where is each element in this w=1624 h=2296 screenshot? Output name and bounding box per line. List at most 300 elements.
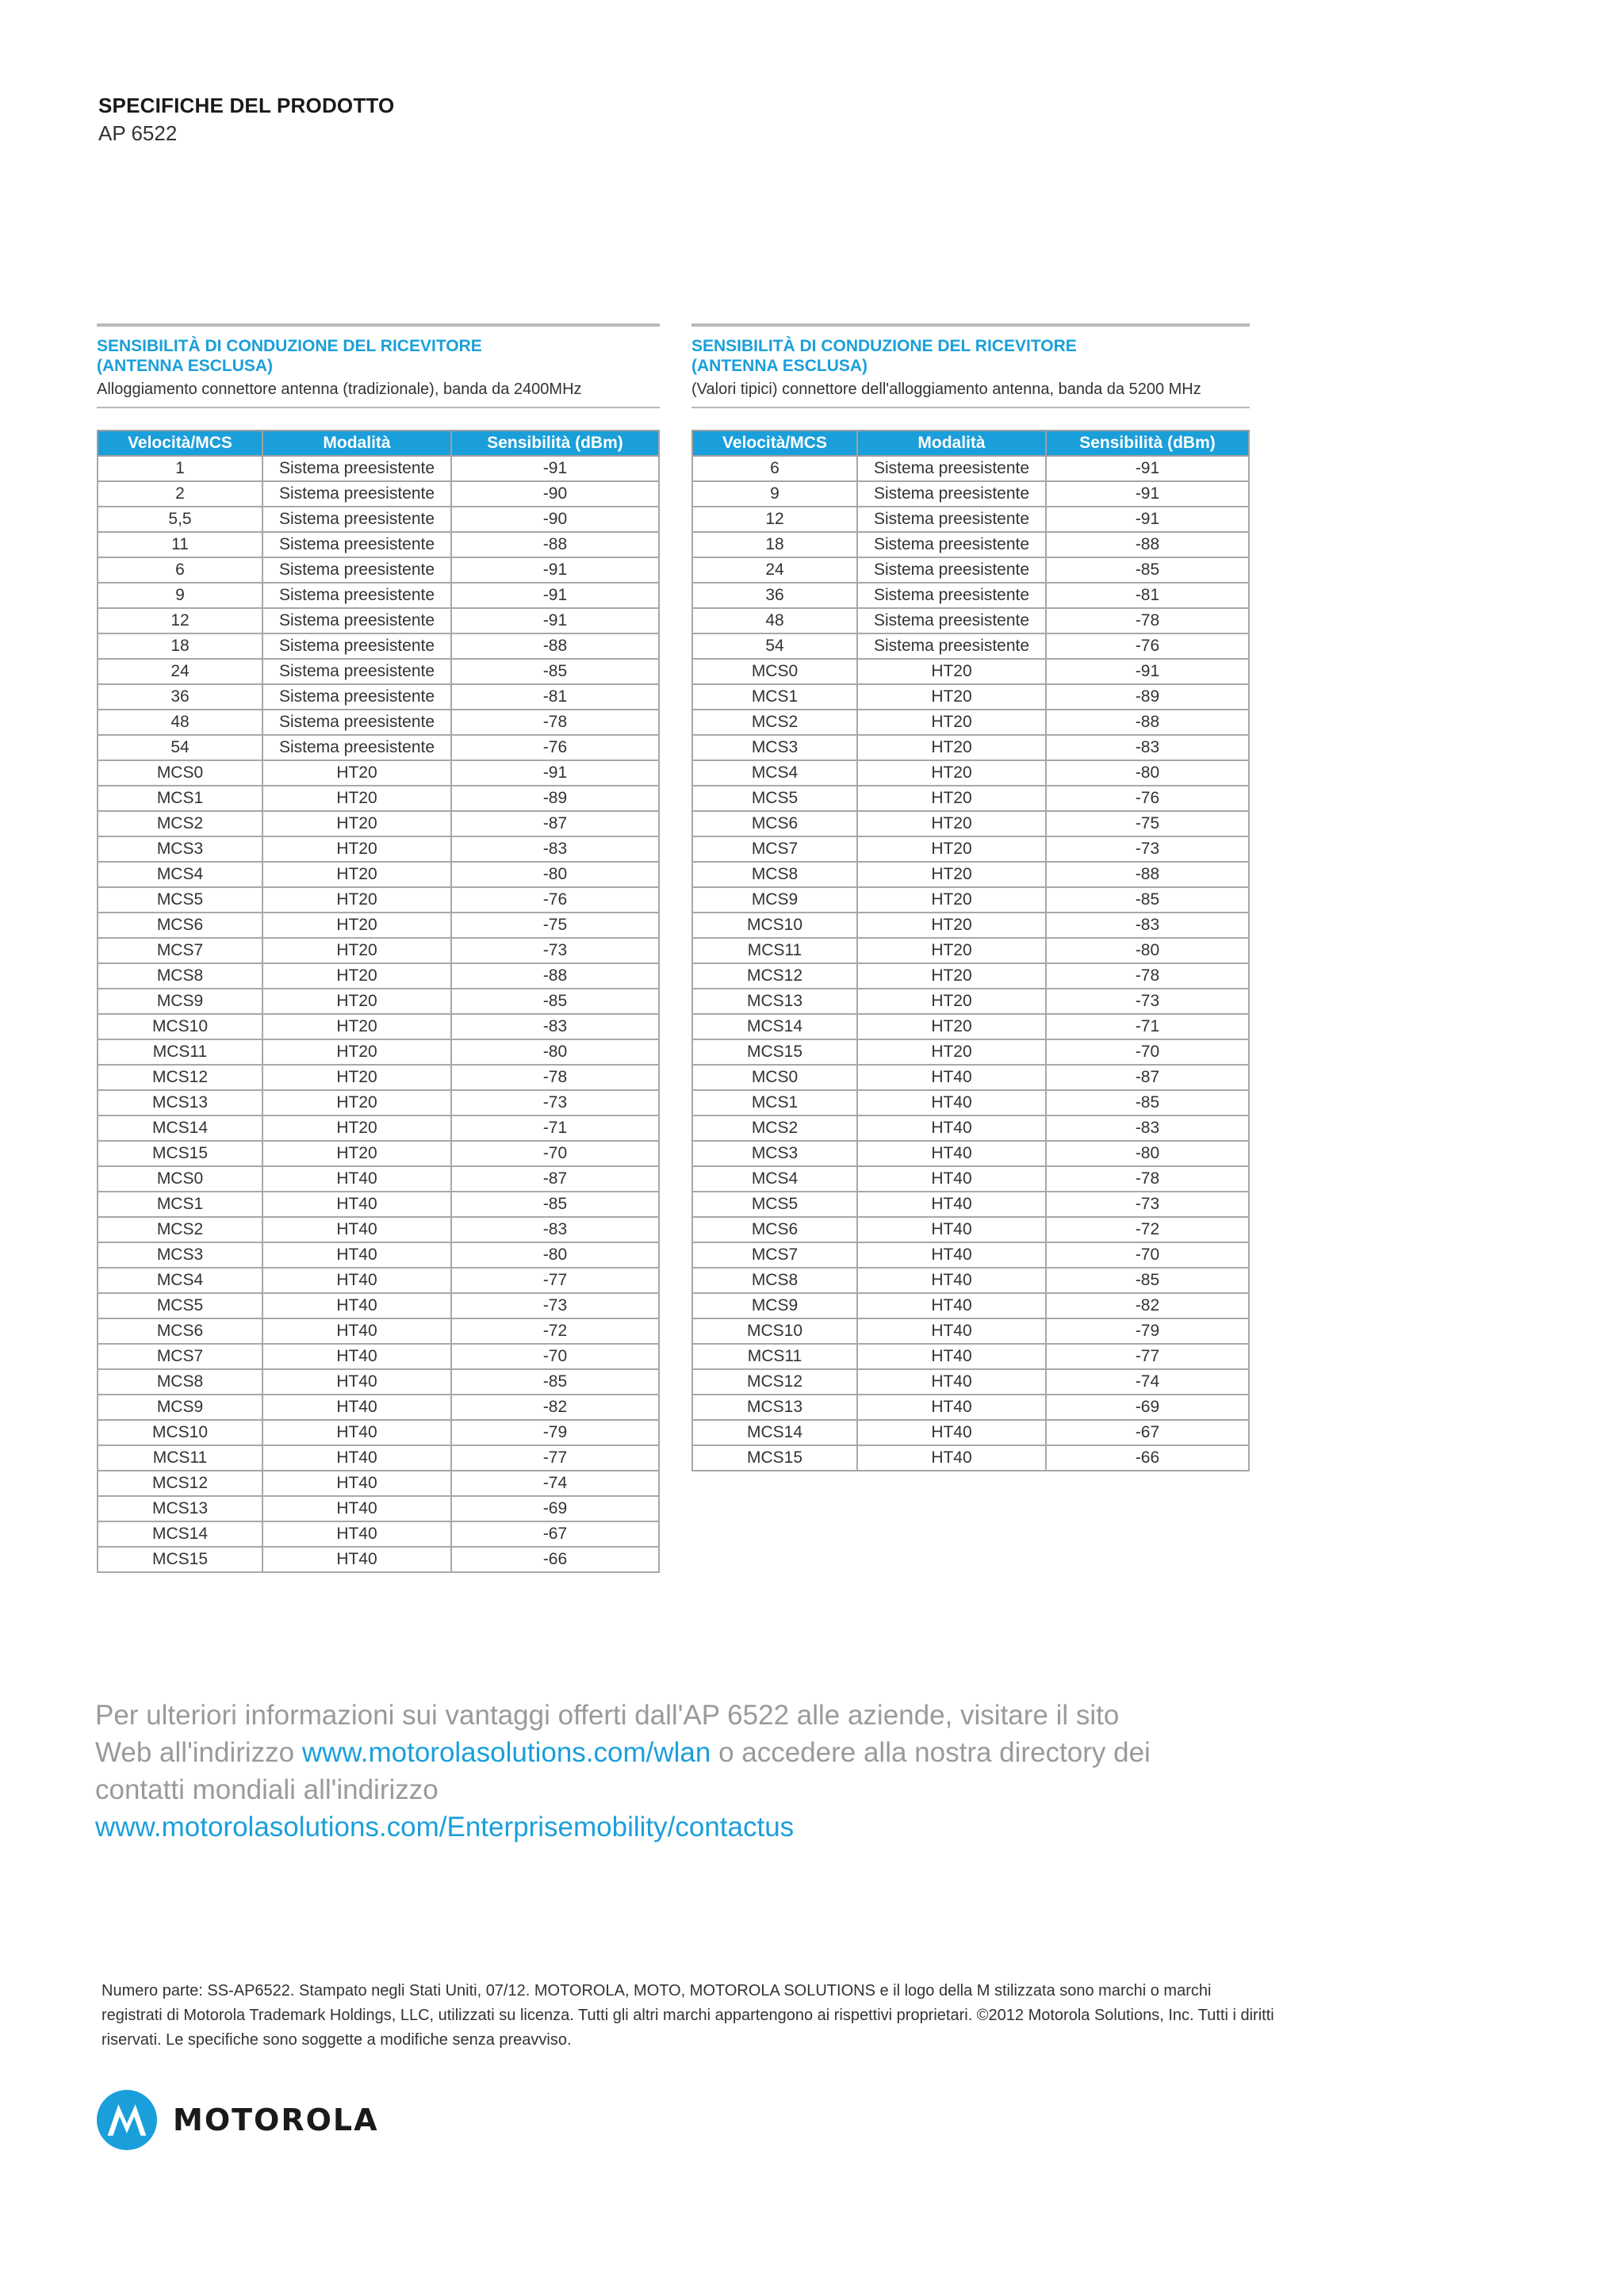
- cell-mode: Sistema preesistente: [857, 456, 1046, 481]
- column-header-rate: Velocità/MCS: [98, 430, 262, 456]
- cell-mode: Sistema preesistente: [262, 557, 451, 583]
- table-row: [98, 862, 659, 887]
- cell-mode: HT40: [262, 1268, 451, 1293]
- product-name: AP 6522: [98, 121, 178, 145]
- table-row: [692, 786, 1249, 811]
- table-row: [98, 532, 659, 557]
- table-row: [98, 811, 659, 836]
- cell-mode: HT20: [262, 862, 451, 887]
- cell-mode: HT40: [857, 1318, 1046, 1344]
- cell-rate: MCS4: [98, 862, 262, 887]
- cell-sensitivity: -89: [1046, 684, 1249, 710]
- cell-rate: MCS11: [692, 1344, 857, 1369]
- table-row: [692, 1065, 1249, 1090]
- cell-sensitivity: -70: [1046, 1039, 1249, 1065]
- cell-mode: HT40: [857, 1065, 1046, 1090]
- cell-sensitivity: -81: [451, 684, 659, 710]
- table-row: [98, 1090, 659, 1115]
- cell-sensitivity: -72: [451, 1318, 659, 1344]
- cell-sensitivity: -85: [451, 659, 659, 684]
- table-row: [98, 938, 659, 963]
- cell-mode: HT40: [857, 1090, 1046, 1115]
- cell-sensitivity: -77: [451, 1268, 659, 1293]
- cell-sensitivity: -71: [451, 1115, 659, 1141]
- table-row: [98, 1166, 659, 1192]
- cell-sensitivity: -83: [451, 1014, 659, 1039]
- cell-rate: MCS14: [98, 1115, 262, 1141]
- cell-rate: MCS13: [692, 989, 857, 1014]
- cell-mode: HT40: [262, 1445, 451, 1471]
- cell-mode: HT40: [857, 1242, 1046, 1268]
- cell-mode: HT20: [262, 1014, 451, 1039]
- cell-sensitivity: -85: [1046, 887, 1249, 913]
- cell-rate: 48: [98, 710, 262, 735]
- column-header-sensitivity: Sensibilità (dBm): [451, 430, 659, 456]
- cell-rate: 18: [98, 633, 262, 659]
- cell-rate: MCS3: [98, 1242, 262, 1268]
- table-row: [98, 989, 659, 1014]
- cell-mode: HT20: [857, 963, 1046, 989]
- cell-mode: HT40: [262, 1192, 451, 1217]
- cell-mode: HT20: [857, 913, 1046, 938]
- cell-sensitivity: -78: [1046, 1166, 1249, 1192]
- cell-sensitivity: -91: [451, 456, 659, 481]
- more-info-paragraph: [95, 1697, 1158, 1846]
- cell-mode: HT40: [857, 1217, 1046, 1242]
- cell-sensitivity: -80: [1046, 1141, 1249, 1166]
- cell-sensitivity: -83: [451, 836, 659, 862]
- cell-sensitivity: -85: [451, 1192, 659, 1217]
- cell-mode: HT40: [857, 1293, 1046, 1318]
- cell-rate: MCS3: [692, 1141, 857, 1166]
- cell-mode: Sistema preesistente: [857, 608, 1046, 633]
- cell-sensitivity: -83: [1046, 735, 1249, 760]
- cell-rate: 12: [692, 507, 857, 532]
- table-row: [692, 1344, 1249, 1369]
- cell-sensitivity: -73: [451, 1293, 659, 1318]
- cell-mode: HT40: [262, 1293, 451, 1318]
- table-row: [98, 608, 659, 633]
- cell-mode: HT20: [857, 1014, 1046, 1039]
- table-row: [692, 608, 1249, 633]
- cell-sensitivity: -88: [1046, 532, 1249, 557]
- cell-mode: Sistema preesistente: [262, 507, 451, 532]
- cell-mode: HT40: [262, 1471, 451, 1496]
- table-row: [692, 684, 1249, 710]
- cell-mode: HT20: [857, 811, 1046, 836]
- cell-rate: MCS6: [98, 913, 262, 938]
- table-row: [692, 887, 1249, 913]
- cell-mode: HT20: [857, 760, 1046, 786]
- cell-mode: Sistema preesistente: [857, 557, 1046, 583]
- cell-mode: HT40: [262, 1521, 451, 1547]
- cell-rate: 18: [692, 532, 857, 557]
- cell-mode: Sistema preesistente: [857, 633, 1046, 659]
- table-row: [692, 760, 1249, 786]
- cell-rate: MCS1: [692, 684, 857, 710]
- cell-rate: MCS1: [98, 1192, 262, 1217]
- cell-sensitivity: -85: [451, 1369, 659, 1395]
- column-header-rate: Velocità/MCS: [692, 430, 857, 456]
- table-row: [692, 1166, 1249, 1192]
- cell-sensitivity: -88: [451, 633, 659, 659]
- table-row: [98, 1496, 659, 1521]
- cell-sensitivity: -72: [1046, 1217, 1249, 1242]
- cell-rate: MCS9: [98, 989, 262, 1014]
- cell-mode: HT20: [262, 913, 451, 938]
- cell-sensitivity: -71: [1046, 1014, 1249, 1039]
- cell-sensitivity: -73: [1046, 836, 1249, 862]
- table-row: [692, 1395, 1249, 1420]
- table-row: [98, 1217, 659, 1242]
- table-row: [98, 1344, 659, 1369]
- more-info-text: Per ulteriori informazioni sui vantaggi offerti dall'AP 6522 alle aziende, visitare il sito Web all'indirizzo: [95, 1700, 1120, 1768]
- cell-rate: 12: [98, 608, 262, 633]
- table-row: [692, 633, 1249, 659]
- table-row: [98, 1547, 659, 1572]
- cell-rate: MCS10: [98, 1014, 262, 1039]
- table-row: [98, 684, 659, 710]
- cell-rate: MCS5: [692, 786, 857, 811]
- table-row: [98, 1039, 659, 1065]
- cell-rate: MCS0: [692, 659, 857, 684]
- motorola-m-icon: [97, 2090, 157, 2150]
- table-row: [98, 659, 659, 684]
- cell-mode: HT20: [857, 786, 1046, 811]
- table-row: [692, 1242, 1249, 1268]
- cell-sensitivity: -80: [451, 862, 659, 887]
- table-row: [692, 456, 1249, 481]
- motorola-wordmark: MOTOROLA: [173, 2103, 379, 2137]
- cell-sensitivity: -82: [451, 1395, 659, 1420]
- cell-mode: HT40: [262, 1420, 451, 1445]
- section-title: [691, 336, 1250, 376]
- cell-mode: Sistema preesistente: [262, 684, 451, 710]
- cell-mode: HT20: [262, 989, 451, 1014]
- cell-mode: HT20: [857, 887, 1046, 913]
- cell-rate: 48: [692, 608, 857, 633]
- section-title-line2: (ANTENNA ESCLUSA): [691, 357, 868, 375]
- table-row: [692, 989, 1249, 1014]
- cell-mode: Sistema preesistente: [857, 532, 1046, 557]
- cell-rate: MCS2: [692, 710, 857, 735]
- cell-mode: Sistema preesistente: [262, 456, 451, 481]
- cell-rate: MCS12: [692, 963, 857, 989]
- cell-sensitivity: -73: [451, 1090, 659, 1115]
- column-header-sensitivity: Sensibilità (dBm): [1046, 430, 1249, 456]
- table-row: [692, 1369, 1249, 1395]
- cell-rate: MCS2: [98, 811, 262, 836]
- cell-mode: HT20: [857, 862, 1046, 887]
- cell-sensitivity: -69: [451, 1496, 659, 1521]
- cell-mode: Sistema preesistente: [857, 583, 1046, 608]
- cell-mode: Sistema preesistente: [262, 735, 451, 760]
- cell-rate: 24: [692, 557, 857, 583]
- cell-mode: HT40: [262, 1496, 451, 1521]
- cell-sensitivity: -85: [1046, 1090, 1249, 1115]
- cell-sensitivity: -70: [1046, 1242, 1249, 1268]
- cell-sensitivity: -90: [451, 481, 659, 507]
- cell-sensitivity: -83: [1046, 913, 1249, 938]
- cell-rate: MCS11: [98, 1039, 262, 1065]
- cell-sensitivity: -75: [451, 913, 659, 938]
- section-title-line1: SENSIBILITÀ DI CONDUZIONE DEL RICEVITORE: [691, 337, 1077, 355]
- cell-rate: MCS15: [692, 1445, 857, 1471]
- cell-mode: HT40: [857, 1395, 1046, 1420]
- cell-rate: 5,5: [98, 507, 262, 532]
- cell-sensitivity: -80: [1046, 760, 1249, 786]
- cell-mode: HT20: [262, 1115, 451, 1141]
- cell-mode: HT40: [262, 1166, 451, 1192]
- cell-sensitivity: -79: [451, 1420, 659, 1445]
- table-row: [692, 735, 1249, 760]
- table-row: [98, 1318, 659, 1344]
- cell-rate: MCS13: [98, 1496, 262, 1521]
- cell-sensitivity: -74: [1046, 1369, 1249, 1395]
- table-row: [98, 913, 659, 938]
- cell-rate: MCS9: [692, 887, 857, 913]
- cell-rate: MCS9: [98, 1395, 262, 1420]
- cell-mode: HT40: [262, 1395, 451, 1420]
- cell-rate: MCS15: [98, 1547, 262, 1572]
- cell-sensitivity: -81: [1046, 583, 1249, 608]
- cell-sensitivity: -91: [451, 557, 659, 583]
- table-row: [98, 1065, 659, 1090]
- table-row: [98, 760, 659, 786]
- cell-rate: 11: [98, 532, 262, 557]
- cell-rate: MCS8: [692, 862, 857, 887]
- section-divider: [97, 323, 660, 327]
- cell-sensitivity: -87: [451, 811, 659, 836]
- cell-sensitivity: -66: [1046, 1445, 1249, 1471]
- cell-sensitivity: -88: [1046, 710, 1249, 735]
- cell-rate: MCS5: [98, 887, 262, 913]
- table-row: [692, 811, 1249, 836]
- cell-rate: MCS0: [692, 1065, 857, 1090]
- table-row: [692, 710, 1249, 735]
- cell-mode: HT20: [262, 811, 451, 836]
- cell-rate: MCS11: [98, 1445, 262, 1471]
- table-row: [692, 1115, 1249, 1141]
- cell-mode: HT40: [857, 1445, 1046, 1471]
- cell-mode: HT40: [262, 1318, 451, 1344]
- cell-rate: MCS8: [98, 1369, 262, 1395]
- cell-sensitivity: -80: [1046, 938, 1249, 963]
- cell-rate: MCS13: [692, 1395, 857, 1420]
- cell-mode: HT40: [262, 1369, 451, 1395]
- section-title: [97, 336, 660, 376]
- cell-sensitivity: -80: [451, 1242, 659, 1268]
- cell-rate: MCS7: [98, 1344, 262, 1369]
- cell-sensitivity: -90: [451, 507, 659, 532]
- cell-rate: MCS11: [692, 938, 857, 963]
- cell-sensitivity: -78: [1046, 963, 1249, 989]
- cell-mode: HT40: [857, 1141, 1046, 1166]
- table-row: [98, 710, 659, 735]
- table-row: [692, 507, 1249, 532]
- cell-mode: HT20: [262, 836, 451, 862]
- cell-rate: 9: [692, 481, 857, 507]
- cell-mode: HT20: [262, 1141, 451, 1166]
- cell-mode: Sistema preesistente: [262, 633, 451, 659]
- cell-rate: MCS3: [98, 836, 262, 862]
- cell-rate: MCS7: [692, 836, 857, 862]
- table-row: [98, 786, 659, 811]
- table-row: [98, 887, 659, 913]
- cell-sensitivity: -73: [451, 938, 659, 963]
- cell-rate: 6: [692, 456, 857, 481]
- cell-sensitivity: -70: [451, 1344, 659, 1369]
- cell-rate: MCS14: [692, 1014, 857, 1039]
- cell-sensitivity: -91: [451, 608, 659, 633]
- table-row: [692, 1293, 1249, 1318]
- cell-rate: MCS13: [98, 1090, 262, 1115]
- table-row: [692, 1445, 1249, 1471]
- table-row: [692, 1192, 1249, 1217]
- column-header-mode: Modalità: [262, 430, 451, 456]
- table-row: [98, 1242, 659, 1268]
- table-row: [98, 735, 659, 760]
- cell-sensitivity: -78: [451, 1065, 659, 1090]
- cell-rate: MCS10: [692, 1318, 857, 1344]
- cell-sensitivity: -77: [1046, 1344, 1249, 1369]
- cell-sensitivity: -76: [451, 735, 659, 760]
- cell-sensitivity: -77: [451, 1445, 659, 1471]
- table-row: [692, 938, 1249, 963]
- table-row: [692, 1217, 1249, 1242]
- cell-mode: HT20: [262, 887, 451, 913]
- cell-sensitivity: -88: [1046, 862, 1249, 887]
- cell-rate: 9: [98, 583, 262, 608]
- cell-mode: Sistema preesistente: [857, 507, 1046, 532]
- cell-sensitivity: -76: [1046, 633, 1249, 659]
- section-subtitle: Alloggiamento connettore antenna (tradizionale), banda da 2400MHz: [97, 381, 660, 408]
- cell-rate: MCS12: [98, 1065, 262, 1090]
- cell-mode: HT20: [857, 659, 1046, 684]
- cell-mode: Sistema preesistente: [262, 532, 451, 557]
- table-row: [98, 836, 659, 862]
- cell-rate: MCS2: [98, 1217, 262, 1242]
- table-row: [692, 583, 1249, 608]
- cell-rate: 54: [98, 735, 262, 760]
- table-row: [98, 456, 659, 481]
- cell-sensitivity: -87: [451, 1166, 659, 1192]
- cell-mode: HT40: [857, 1115, 1046, 1141]
- section-subtitle: (Valori tipici) connettore dell'alloggiamento antenna, banda da 5200 MHz: [691, 381, 1250, 408]
- cell-sensitivity: -73: [1046, 1192, 1249, 1217]
- cell-rate: MCS14: [692, 1420, 857, 1445]
- cell-mode: HT20: [857, 735, 1046, 760]
- table-row: [692, 1318, 1249, 1344]
- cell-sensitivity: -78: [451, 710, 659, 735]
- cell-rate: MCS9: [692, 1293, 857, 1318]
- cell-sensitivity: -88: [451, 963, 659, 989]
- cell-mode: Sistema preesistente: [262, 710, 451, 735]
- table-header-row: [98, 430, 659, 456]
- cell-sensitivity: -76: [451, 887, 659, 913]
- wlan-link[interactable]: www.motorolasolutions.com/wlan: [301, 1737, 711, 1768]
- cell-rate: MCS4: [98, 1268, 262, 1293]
- page-title: SPECIFICHE DEL PRODOTTO: [98, 94, 395, 117]
- cell-mode: HT40: [857, 1344, 1046, 1369]
- cell-sensitivity: -88: [451, 532, 659, 557]
- cell-rate: MCS2: [692, 1115, 857, 1141]
- cell-rate: MCS10: [692, 913, 857, 938]
- right-section-heading: [691, 323, 1250, 408]
- table-row: [98, 1268, 659, 1293]
- cell-rate: MCS12: [98, 1471, 262, 1496]
- section-title-line2: (ANTENNA ESCLUSA): [97, 357, 274, 375]
- table-row: [98, 1445, 659, 1471]
- cell-mode: HT40: [857, 1192, 1046, 1217]
- table-row: [692, 557, 1249, 583]
- table-row: [692, 1014, 1249, 1039]
- cell-rate: 2: [98, 481, 262, 507]
- contactus-link[interactable]: www.motorolasolutions.com/Enterprisemobility/contactus: [95, 1812, 795, 1843]
- cell-rate: MCS5: [692, 1192, 857, 1217]
- table-row: [98, 1420, 659, 1445]
- cell-rate: MCS8: [692, 1268, 857, 1293]
- cell-mode: HT40: [857, 1268, 1046, 1293]
- cell-mode: HT20: [857, 684, 1046, 710]
- cell-rate: MCS6: [692, 1217, 857, 1242]
- cell-rate: 24: [98, 659, 262, 684]
- cell-mode: HT20: [857, 1039, 1046, 1065]
- cell-sensitivity: -75: [1046, 811, 1249, 836]
- cell-mode: HT40: [262, 1242, 451, 1268]
- table-row: [98, 963, 659, 989]
- cell-rate: MCS8: [98, 963, 262, 989]
- cell-rate: MCS1: [692, 1090, 857, 1115]
- cell-sensitivity: -91: [1046, 481, 1249, 507]
- cell-rate: MCS4: [692, 1166, 857, 1192]
- cell-sensitivity: -69: [1046, 1395, 1249, 1420]
- table-row: [98, 1521, 659, 1547]
- cell-sensitivity: -73: [1046, 989, 1249, 1014]
- cell-rate: MCS4: [692, 760, 857, 786]
- cell-mode: HT20: [262, 1065, 451, 1090]
- cell-sensitivity: -79: [1046, 1318, 1249, 1344]
- cell-mode: Sistema preesistente: [262, 608, 451, 633]
- cell-mode: HT20: [262, 1039, 451, 1065]
- cell-sensitivity: -91: [451, 583, 659, 608]
- cell-mode: HT20: [857, 836, 1046, 862]
- cell-rate: 36: [98, 684, 262, 710]
- cell-rate: MCS0: [98, 1166, 262, 1192]
- cell-sensitivity: -80: [451, 1039, 659, 1065]
- cell-rate: MCS14: [98, 1521, 262, 1547]
- cell-sensitivity: -74: [451, 1471, 659, 1496]
- cell-rate: 1: [98, 456, 262, 481]
- cell-mode: Sistema preesistente: [262, 481, 451, 507]
- table-row: [692, 862, 1249, 887]
- left-section-heading: [97, 323, 660, 408]
- table-row: [98, 507, 659, 532]
- cell-mode: Sistema preesistente: [262, 659, 451, 684]
- table-row: [98, 1471, 659, 1496]
- table-row: [98, 633, 659, 659]
- cell-rate: MCS6: [98, 1318, 262, 1344]
- cell-mode: HT40: [262, 1344, 451, 1369]
- page-header: [98, 94, 394, 146]
- cell-mode: Sistema preesistente: [262, 583, 451, 608]
- table-row: [692, 1268, 1249, 1293]
- cell-sensitivity: -76: [1046, 786, 1249, 811]
- cell-rate: MCS15: [98, 1141, 262, 1166]
- cell-rate: 54: [692, 633, 857, 659]
- cell-sensitivity: -78: [1046, 608, 1249, 633]
- motorola-logo: [97, 2090, 379, 2150]
